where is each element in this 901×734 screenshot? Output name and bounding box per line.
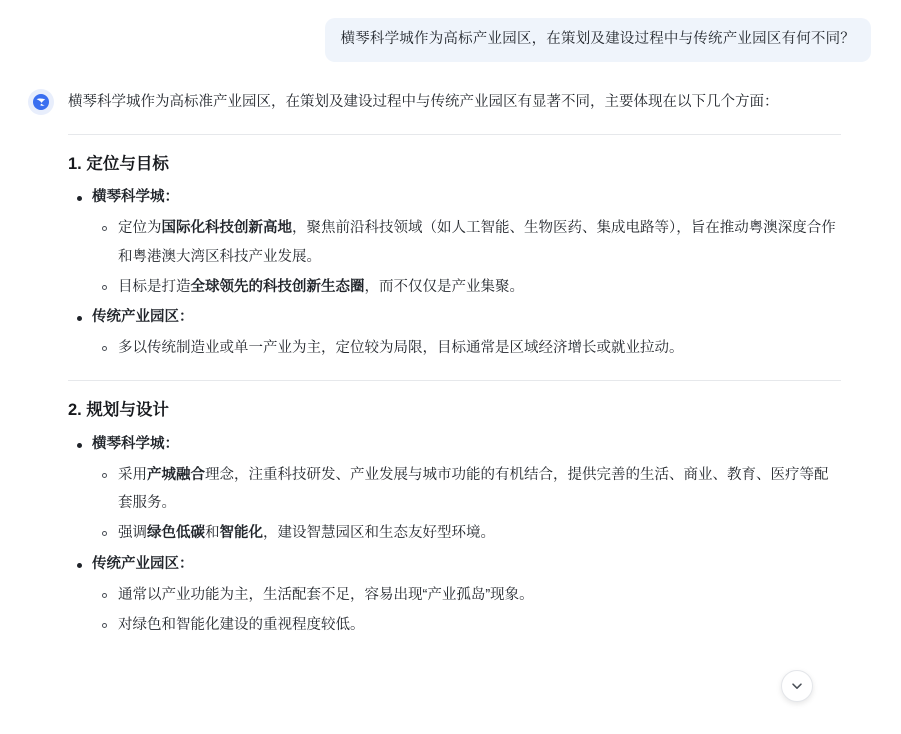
group-label-suffix: ： — [179, 309, 194, 326]
bottom-spacer — [0, 726, 901, 734]
section-group-list — [68, 430, 841, 639]
group-label-text: 横琴科学城 — [92, 189, 165, 206]
section-divider — [68, 134, 841, 135]
list-item — [92, 611, 841, 639]
point-text: 采用 — [118, 466, 147, 483]
emphasized-text: 智能化 — [219, 525, 263, 542]
list-item — [68, 430, 841, 548]
list-item — [92, 214, 841, 271]
point-text: 和 — [205, 525, 220, 542]
assistant-intro-paragraph: 横琴科学城作为高标准产业园区，在策划及建设过程中与传统产业园区有显著不同，主要体现在以下几个方面： — [68, 93, 779, 110]
list-item — [92, 461, 841, 518]
user-message-bubble: 横琴科学城作为高标产业园区，在策划及建设过程中与传统产业园区有何不同？ — [325, 18, 872, 62]
emphasized-text: 绿色低碳 — [147, 525, 205, 542]
group-point-list — [92, 334, 841, 362]
list-item — [68, 183, 841, 301]
assistant-sections — [68, 134, 841, 639]
list-item — [68, 303, 841, 362]
group-label — [92, 303, 841, 332]
group-label-text: 横琴科学城 — [92, 435, 165, 452]
group-label — [92, 550, 841, 579]
emphasized-text: 全球领先的科技创新生态圈 — [190, 278, 365, 295]
list-item — [92, 334, 841, 362]
group-label — [92, 430, 841, 459]
point-text: 强调 — [118, 525, 147, 542]
list-item — [68, 550, 841, 640]
group-point-list — [92, 461, 841, 548]
user-message-row — [0, 0, 901, 62]
section-title: 2. 规划与设计 — [68, 401, 169, 420]
point-text: ，聚焦前沿科技领域（如人工智能、生物医药、集成电路等），旨在推动粤澳深度合作和粤港澳大湾区科技产业发展。 — [118, 220, 836, 265]
group-label-text: 传统产业园区 — [92, 555, 179, 572]
group-label-suffix: ： — [164, 435, 179, 452]
point-text: ，而不仅仅是产业集聚。 — [364, 278, 524, 295]
group-label-text: 传统产业园区 — [92, 309, 179, 326]
section-divider — [68, 380, 841, 381]
point-text: 多以传统制造业或单一产业为主，定位较为局限，目标通常是区域经济增长或就业拉动。 — [118, 340, 684, 357]
assistant-message-content — [68, 88, 841, 641]
group-label — [92, 183, 841, 212]
scroll-to-bottom-button[interactable] — [781, 670, 813, 702]
point-text: 定位为 — [118, 220, 162, 237]
section-group-list — [68, 183, 841, 362]
chevron-down-icon — [790, 679, 804, 693]
emphasized-text: 产城融合 — [147, 466, 205, 483]
group-point-list — [92, 581, 841, 640]
point-text: 通常以产业功能为主，生活配套不足，容易出现“产业孤岛”现象。 — [118, 586, 534, 603]
point-text: 目标是打造 — [118, 278, 191, 295]
list-item — [92, 519, 841, 547]
group-label-suffix: ： — [164, 189, 179, 206]
point-text: 对绿色和智能化建设的重视程度较低。 — [118, 616, 365, 633]
point-text: 理念，注重科技研发、产业发展与城市功能的有机结合，提供完善的生活、商业、教育、医疗等配套服务。 — [118, 466, 829, 512]
point-text: ，建设智慧园区和生态友好型环境。 — [263, 525, 495, 542]
emphasized-text: 国际化科技创新高地 — [161, 220, 292, 237]
section-title: 1. 定位与目标 — [68, 155, 169, 174]
assistant-logo-icon — [28, 89, 54, 115]
list-item — [92, 581, 841, 609]
assistant-message-row — [0, 62, 901, 641]
group-point-list — [92, 214, 841, 301]
list-item — [92, 273, 841, 301]
group-label-suffix: ： — [179, 555, 194, 572]
